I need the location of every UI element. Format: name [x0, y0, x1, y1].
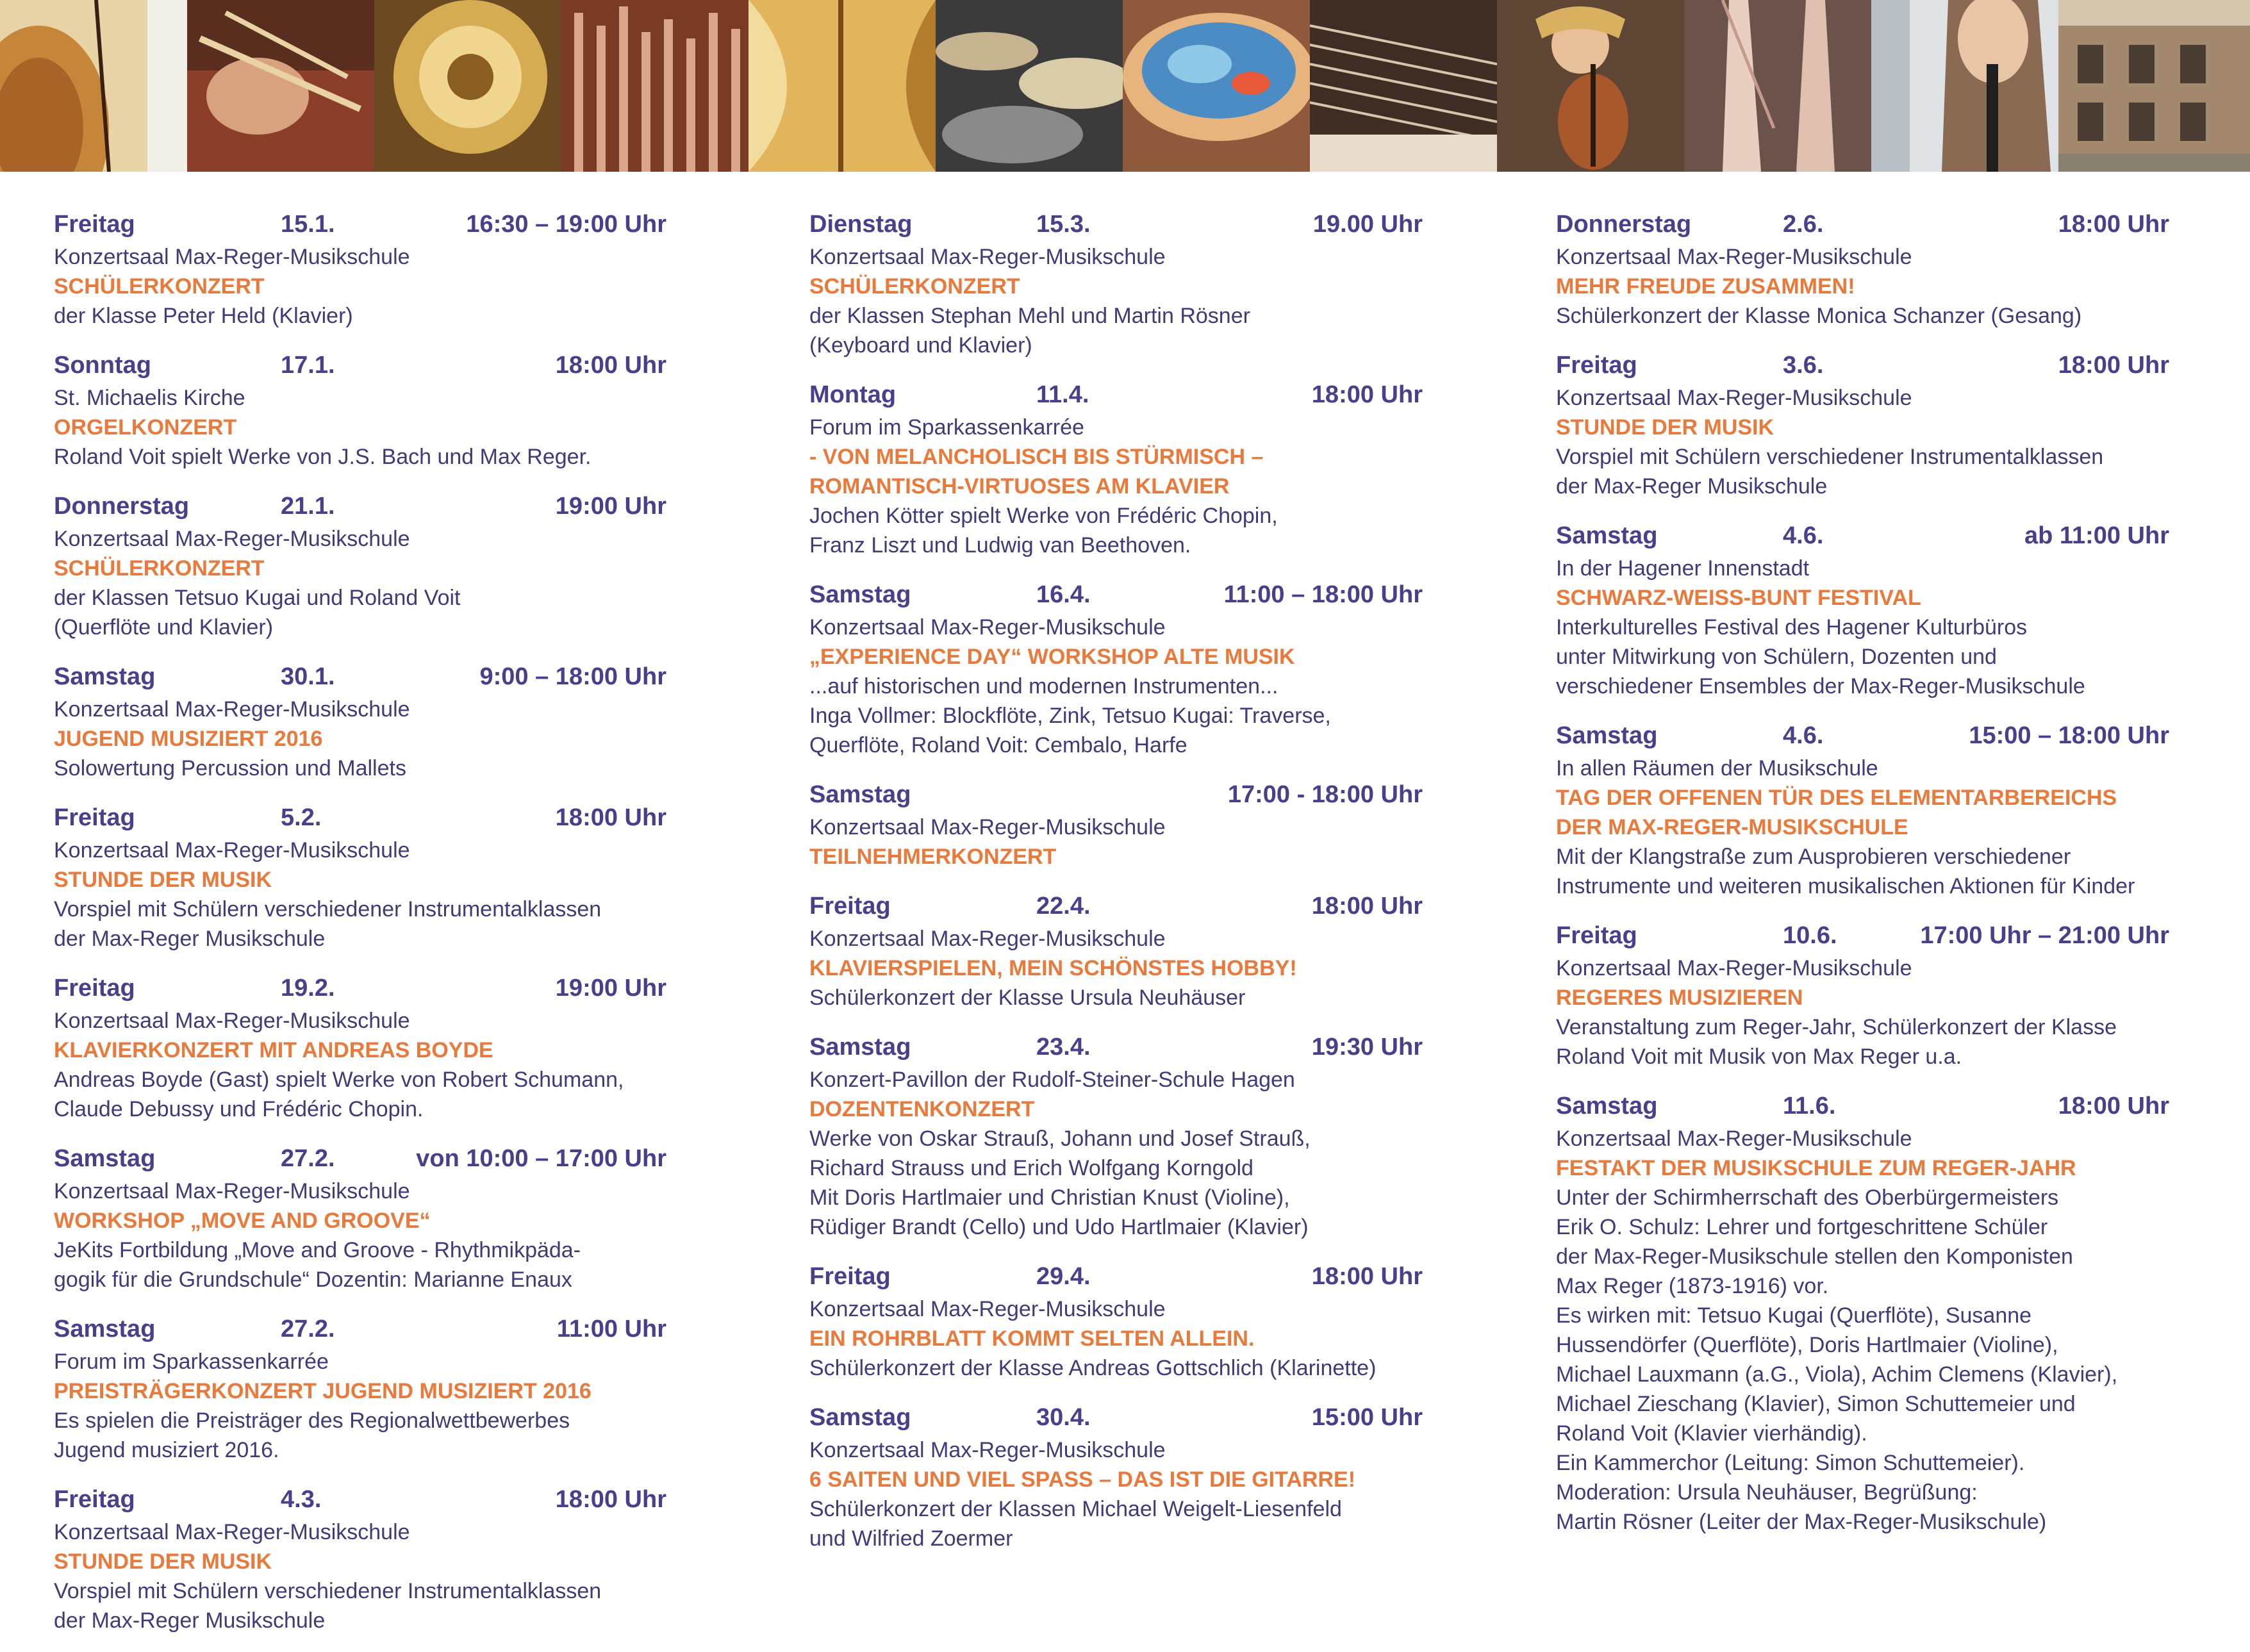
event-item [809, 1029, 1457, 1242]
event-detail: Michael Zieschang (Klavier), Simon Schuttemeier und [1556, 1392, 2076, 1416]
photo-organ-pipes [561, 0, 749, 172]
event-title: KLAVIERSPIELEN, MEIN SCHÖNSTES HOBBY! [809, 956, 1297, 980]
event-date: 15.1. [281, 211, 335, 238]
event-location: Konzertsaal Max-Reger-Musikschule [809, 245, 1166, 269]
event-title: ORGELKONZERT [54, 415, 237, 440]
event-day: Freitag [54, 975, 135, 1002]
photo-strip [0, 0, 2250, 172]
event-time: 15:00 – 18:00 Uhr [1969, 722, 2169, 749]
event-date: 21.1. [281, 493, 335, 520]
event-detail: Max Reger (1873-1916) vor. [1556, 1274, 1829, 1298]
event-detail: Vorspiel mit Schülern verschiedener Instrumentalklassen [54, 897, 602, 921]
event-day: Freitag [54, 1486, 135, 1513]
event-location: Konzert-Pavillon der Rudolf-Steiner-Schule Hagen [809, 1068, 1295, 1092]
photo-painted-drum [1123, 0, 1310, 172]
event-location: Konzertsaal Max-Reger-Musikschule [54, 527, 410, 551]
event-time: 17:00 - 18:00 Uhr [1227, 781, 1423, 808]
event-item [809, 1259, 1457, 1383]
event-location: Konzertsaal Max-Reger-Musikschule [809, 815, 1166, 839]
event-location: In allen Räumen der Musikschule [1556, 756, 1878, 781]
event-date: 29.4. [1036, 1263, 1091, 1290]
event-detail: Roland Voit mit Musik von Max Reger u.a. [1556, 1045, 1962, 1069]
event-day: Samstag [809, 1034, 911, 1061]
event-detail: und Wilfried Zoermer [809, 1526, 1013, 1551]
event-date: 11.6. [1783, 1093, 1836, 1119]
event-detail: Rüdiger Brandt (Cello) und Udo Hartlmaier (Klavier) [809, 1215, 1309, 1239]
event-location: Konzertsaal Max-Reger-Musikschule [809, 927, 1166, 951]
event-date: 3.6. [1783, 352, 1824, 379]
event-day: Donnerstag [54, 493, 190, 520]
event-detail: (Keyboard und Klavier) [809, 333, 1032, 358]
event-item [1556, 347, 2203, 501]
event-title: TEILNEHMERKONZERT [809, 845, 1057, 869]
event-time: 18:00 Uhr [1311, 893, 1423, 920]
event-location: In der Hagener Innenstadt [1556, 556, 1810, 581]
event-title: DER MAX-REGER-MUSIKSCHULE [1556, 815, 1908, 839]
event-time: 18:00 Uhr [555, 804, 666, 831]
event-title: - VON MELANCHOLISCH BIS STÜRMISCH – [809, 445, 1264, 469]
event-time: 17:00 Uhr – 21:00 Uhr [1920, 922, 2169, 949]
event-item [54, 1311, 695, 1465]
event-title: EIN ROHRBLATT KOMMT SELTEN ALLEIN. [809, 1326, 1255, 1351]
event-detail: Querflöte, Roland Voit: Cembalo, Harfe [809, 733, 1187, 757]
event-item [809, 777, 1457, 871]
event-detail: Mit Doris Hartlmaier und Christian Knust (Violine), [809, 1185, 1290, 1210]
event-item [809, 888, 1457, 1012]
event-day: Samstag [1556, 1093, 1658, 1119]
event-title: DOZENTENKONZERT [809, 1097, 1035, 1121]
event-date: 11.4. [1036, 381, 1089, 408]
event-day: Dienstag [809, 211, 913, 238]
event-time: 18:00 Uhr [555, 352, 666, 379]
event-title: STUNDE DER MUSIK [54, 868, 272, 892]
event-date: 30.4. [1036, 1404, 1091, 1431]
event-detail: Vorspiel mit Schülern verschiedener Instrumentalklassen [54, 1579, 602, 1603]
event-time: 18:00 Uhr [1311, 1263, 1423, 1290]
event-time: 18:00 Uhr [2058, 352, 2169, 379]
event-day: Freitag [1556, 352, 1637, 379]
event-location: Konzertsaal Max-Reger-Musikschule [54, 1179, 410, 1203]
event-date: 23.4. [1036, 1034, 1091, 1061]
event-title: 6 SAITEN UND VIEL SPASS – DAS IST DIE GITARRE! [809, 1467, 1356, 1492]
event-day: Samstag [809, 1404, 911, 1431]
event-day: Samstag [54, 1145, 156, 1172]
event-time: ab 11:00 Uhr [2024, 522, 2169, 549]
event-date: 4.6. [1783, 722, 1824, 749]
photo-child-violin [1497, 0, 1684, 172]
event-time: 11:00 Uhr [556, 1316, 666, 1342]
event-title: TAG DER OFFENEN TÜR DES ELEMENTARBEREICHS [1556, 786, 2117, 810]
event-time: 19:00 Uhr [555, 975, 666, 1002]
event-location: Konzertsaal Max-Reger-Musikschule [54, 1520, 410, 1544]
event-item [809, 206, 1457, 360]
event-day: Freitag [809, 1263, 891, 1290]
event-detail: der Max-Reger Musikschule [54, 1608, 326, 1633]
event-date: 30.1. [281, 663, 335, 690]
schedule-column-3 [1556, 206, 2203, 1553]
event-title: MEHR FREUDE ZUSAMMEN! [1556, 274, 1855, 299]
event-detail: Werke von Oskar Strauß, Johann und Josef Strauß, [809, 1127, 1311, 1151]
event-detail: Martin Rösner (Leiter der Max-Reger-Musikschule) [1556, 1510, 2047, 1534]
event-detail: JeKits Fortbildung „Move and Groove - Rhythmikpäda- [54, 1238, 581, 1262]
event-time: 18:00 Uhr [2058, 1093, 2169, 1119]
event-day: Freitag [54, 211, 135, 238]
event-item [809, 1400, 1457, 1553]
photo-guitar [749, 0, 936, 172]
event-date: 5.2. [281, 804, 322, 831]
event-detail: der Max-Reger-Musikschule stellen den Komponisten [1556, 1244, 2073, 1269]
event-day: Samstag [809, 581, 911, 608]
event-location: Konzertsaal Max-Reger-Musikschule [54, 245, 410, 269]
event-title: STUNDE DER MUSIK [54, 1549, 272, 1574]
event-title: ROMANTISCH-VIRTUOSES AM KLAVIER [809, 474, 1230, 499]
event-date: 10.6. [1783, 922, 1837, 949]
event-date: 27.2. [281, 1316, 335, 1342]
event-time: 16:30 – 19:00 Uhr [466, 211, 666, 238]
event-detail: der Klassen Tetsuo Kugai und Roland Voit [54, 586, 461, 610]
event-detail: Roland Voit spielt Werke von J.S. Bach und Max Reger. [54, 445, 591, 469]
event-location: Forum im Sparkassenkarrée [54, 1350, 329, 1374]
event-detail: Claude Debussy und Frédéric Chopin. [54, 1097, 424, 1121]
event-item [54, 970, 695, 1124]
event-title: SCHÜLERKONZERT [809, 274, 1020, 299]
event-date: 22.4. [1036, 893, 1091, 920]
event-date: 2.6. [1783, 211, 1824, 238]
event-location: Konzertsaal Max-Reger-Musikschule [54, 838, 410, 863]
event-date: 4.6. [1783, 522, 1824, 549]
event-detail: Es wirken mit: Tetsuo Kugai (Querflöte), Susanne [1556, 1303, 2032, 1328]
photo-girl-clarinet [1871, 0, 2058, 172]
event-detail: Instrumente und weiteren musikalischen Aktionen für Kinder [1556, 874, 2135, 898]
event-title: REGERES MUSIZIEREN [1556, 986, 1803, 1010]
event-detail: Schülerkonzert der Klasse Monica Schanzer (Gesang) [1556, 304, 2082, 328]
event-time: 19:30 Uhr [1311, 1034, 1423, 1061]
event-time: 18:00 Uhr [2058, 211, 2169, 238]
event-detail: Vorspiel mit Schülern verschiedener Instrumentalklassen [1556, 445, 2104, 469]
event-time: 19.00 Uhr [1312, 211, 1423, 238]
event-detail: Michael Lauxmann (a.G., Viola), Achim Clemens (Klavier), [1556, 1362, 2118, 1387]
photo-drum-kit [936, 0, 1123, 172]
event-day: Donnerstag [1556, 211, 1692, 238]
event-day: Samstag [54, 663, 156, 690]
event-title: SCHÜLERKONZERT [54, 274, 265, 299]
event-title: SCHÜLERKONZERT [54, 556, 265, 581]
event-detail: Veranstaltung zum Reger-Jahr, Schülerkonzert der Klasse [1556, 1015, 2117, 1039]
event-item [54, 659, 695, 783]
event-detail: Jochen Kötter spielt Werke von Frédéric Chopin, [809, 504, 1278, 528]
event-item [1556, 918, 2203, 1071]
event-item [54, 206, 695, 331]
event-date: 27.2. [281, 1145, 335, 1172]
event-title: PREISTRÄGERKONZERT JUGEND MUSIZIERT 2016 [54, 1379, 591, 1403]
event-detail: verschiedener Ensembles der Max-Reger-Musikschule [1556, 674, 2085, 698]
event-location: Konzertsaal Max-Reger-Musikschule [809, 1438, 1166, 1462]
photo-piano-strings [1310, 0, 1497, 172]
event-detail: Andreas Boyde (Gast) spielt Werke von Robert Schumann, [54, 1068, 624, 1092]
event-detail: (Querflöte und Klavier) [54, 615, 274, 640]
event-item [1556, 1088, 2203, 1537]
event-detail: Moderation: Ursula Neuhäuser, Begrüßung: [1556, 1480, 1978, 1505]
event-location: Konzertsaal Max-Reger-Musikschule [1556, 956, 1912, 980]
event-title: FESTAKT DER MUSIKSCHULE ZUM REGER-JAHR [1556, 1156, 2076, 1180]
event-date: 19.2. [281, 975, 335, 1002]
event-item [809, 377, 1457, 560]
schedule-column-1 [54, 206, 695, 1652]
event-location: Konzertsaal Max-Reger-Musikschule [1556, 245, 1912, 269]
schedule-column-2 [809, 206, 1457, 1570]
event-day: Freitag [809, 893, 891, 920]
event-time: 15:00 Uhr [1311, 1404, 1423, 1431]
event-day: Samstag [1556, 722, 1658, 749]
event-time: 18:00 Uhr [555, 1486, 666, 1513]
photo-double-bass [0, 0, 187, 172]
photo-drumsticks [187, 0, 374, 172]
event-location: Konzertsaal Max-Reger-Musikschule [809, 615, 1166, 640]
event-day: Samstag [54, 1316, 156, 1342]
event-title: WORKSHOP „MOVE AND GROOVE“ [54, 1209, 431, 1233]
event-detail: Jugend musiziert 2016. [54, 1438, 279, 1462]
event-detail: Schülerkonzert der Klasse Ursula Neuhäuser [809, 986, 1246, 1010]
event-detail: der Klasse Peter Held (Klavier) [54, 304, 353, 328]
event-detail: Schülerkonzert der Klassen Michael Weigelt-Liesenfeld [809, 1497, 1342, 1521]
event-detail: Erik O. Schulz: Lehrer und fortgeschrittene Schüler [1556, 1215, 2048, 1239]
event-title: JUGEND MUSIZIERT 2016 [54, 727, 323, 751]
event-day: Samstag [809, 781, 911, 808]
event-day: Samstag [1556, 522, 1658, 549]
event-item [809, 577, 1457, 760]
event-detail: der Klassen Stephan Mehl und Martin Rösner [809, 304, 1250, 328]
event-detail: Richard Strauss und Erich Wolfgang Korngold [809, 1156, 1253, 1180]
photo-ballet-shoes [1684, 0, 1871, 172]
event-item [54, 488, 695, 642]
event-day: Montag [809, 381, 897, 408]
event-title: „EXPERIENCE DAY“ WORKSHOP ALTE MUSIK [809, 645, 1295, 669]
event-day: Sonntag [54, 352, 151, 379]
event-date: 16.4. [1036, 581, 1091, 608]
event-item [1556, 718, 2203, 901]
event-detail: Es spielen die Preisträger des Regionalwettbewerbes [54, 1408, 570, 1433]
event-time: von 10:00 – 17:00 Uhr [416, 1145, 666, 1172]
event-detail: Ein Kammerchor (Leitung: Simon Schuttemeier). [1556, 1451, 2025, 1475]
event-item [1556, 206, 2203, 331]
event-item [54, 1482, 695, 1635]
event-title: SCHWARZ-WEISS-BUNT FESTIVAL [1556, 586, 1921, 610]
event-location: Konzertsaal Max-Reger-Musikschule [54, 697, 410, 722]
event-time: 9:00 – 18:00 Uhr [479, 663, 666, 690]
event-title: KLAVIERKONZERT MIT ANDREAS BOYDE [54, 1038, 493, 1062]
event-detail: Schülerkonzert der Klasse Andreas Gottschlich (Klarinette) [809, 1356, 1377, 1380]
event-day: Freitag [54, 804, 135, 831]
event-detail: unter Mitwirkung von Schülern, Dozenten und [1556, 645, 1997, 669]
event-date: 17.1. [281, 352, 335, 379]
event-detail: gogik für die Grundschule“ Dozentin: Marianne Enaux [54, 1268, 572, 1292]
event-detail: Unter der Schirmherrschaft des Oberbürgermeisters [1556, 1185, 2059, 1210]
event-location: St. Michaelis Kirche [54, 386, 245, 410]
event-time: 11:00 – 18:00 Uhr [1223, 581, 1423, 608]
event-location: Konzertsaal Max-Reger-Musikschule [1556, 1127, 1912, 1151]
event-item [54, 1141, 695, 1294]
photo-trombone [374, 0, 561, 172]
event-detail: Inga Vollmer: Blockflöte, Zink, Tetsuo Kugai: Traverse, [809, 704, 1331, 728]
event-date: 15.3. [1036, 211, 1091, 238]
event-day: Freitag [1556, 922, 1637, 949]
event-location: Konzertsaal Max-Reger-Musikschule [54, 1009, 410, 1033]
event-location: Konzertsaal Max-Reger-Musikschule [1556, 386, 1912, 410]
event-date: 4.3. [281, 1486, 322, 1513]
event-item [1556, 518, 2203, 701]
event-detail: Roland Voit (Klavier vierhändig). [1556, 1421, 1867, 1446]
event-title: STUNDE DER MUSIK [1556, 415, 1774, 440]
event-detail: Franz Liszt und Ludwig van Beethoven. [809, 533, 1191, 558]
event-location: Forum im Sparkassenkarrée [809, 415, 1084, 440]
event-item [54, 800, 695, 954]
event-detail: Mit der Klangstraße zum Ausprobieren verschiedener [1556, 845, 2071, 869]
event-detail: der Max-Reger Musikschule [1556, 474, 1828, 499]
event-detail: Hussendörfer (Querflöte), Doris Hartlmaier (Violine), [1556, 1333, 2058, 1357]
event-detail: ...auf historischen und modernen Instrumenten... [809, 674, 1278, 698]
event-detail: Solowertung Percussion und Mallets [54, 756, 406, 781]
photo-school-building [2058, 0, 2250, 172]
event-location: Konzertsaal Max-Reger-Musikschule [809, 1297, 1166, 1321]
event-item [54, 347, 695, 472]
event-detail: Interkulturelles Festival des Hagener Kulturbüros [1556, 615, 2028, 640]
event-time: 18:00 Uhr [1311, 381, 1423, 408]
event-time: 19:00 Uhr [555, 493, 666, 520]
event-detail: der Max-Reger Musikschule [54, 927, 326, 951]
